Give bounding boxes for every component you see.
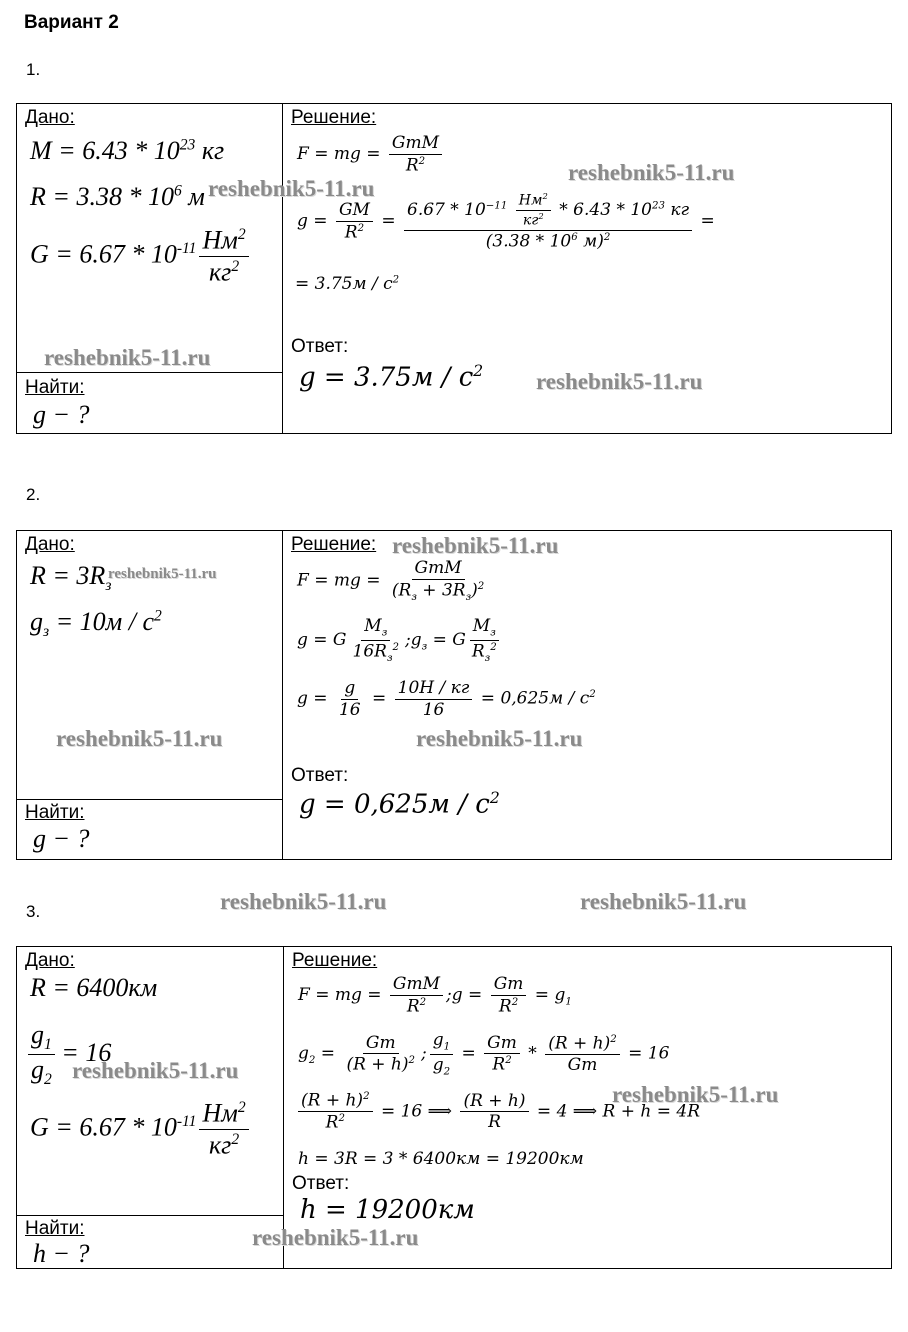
given-label: Дано: (25, 107, 75, 128)
column-divider (282, 531, 283, 859)
solution-line-3: g = $\frac{g}{16}$ = $\frac{10Н / кг}{16}$ = $0,625м / с^2$ (297, 678, 596, 720)
solution-line-3: $\frac{(R + h)^2}{R^2}$ = 16 ⟹ $\frac{(R + h)}{R}$ = 4 ⟹ R + h = 4R (298, 1091, 700, 1133)
watermark: reshebnik5-11.ru (72, 1058, 239, 1083)
watermark: reshebnik5-11.ru (220, 889, 387, 914)
solution-line-2: $g_2$ = $\frac{Gm}{(R + h)^2}$ ; $\frac{g_1}{g_2}$ = $\frac{Gm}{R^2}$ * $\frac{(R + h)^2}{Gm}$ = 16 (298, 1030, 670, 1077)
watermark: reshebnik5-11.ru (612, 1082, 779, 1107)
problem-3-number: 3. (26, 902, 41, 921)
answer-value: $g = 0,625м / с^2$ (299, 789, 500, 820)
solution-line-1: F = mg = $\frac{\text{GmM}}{R^2}$ ;g = $\frac{Gm}{R^2}$ = $g_1$ (298, 974, 572, 1017)
problem-1-table (16, 103, 892, 434)
column-divider (283, 947, 284, 1268)
answer-value: h = 19200км (300, 1195, 475, 1225)
answer-label: Ответ: (291, 765, 349, 786)
given-radius: R = 6400км (30, 973, 158, 1002)
watermark: reshebnik5-11.ru (392, 533, 559, 558)
problem-2-table (16, 530, 892, 860)
given-radius: $R = 3R_з$ (30, 561, 112, 595)
solution-label: Решение: (291, 534, 377, 555)
watermark: reshebnik5-11.ru (536, 369, 703, 394)
watermark: reshebnik5-11.ru (580, 889, 747, 914)
solution-line-2: g = G $\frac{M_з}{16R_з^2}$ $;g_з = G$ $\frac{M_з}{R_з^2}$ (297, 617, 503, 664)
problem-3-table (16, 946, 892, 1269)
watermark: reshebnik5-11.ru (252, 1225, 419, 1250)
solution-line-3: = $3.75м / с^2$ (295, 274, 400, 294)
solution-line-2: g = $\frac{GM}{R^2}$ = $6.67 * 10^{-11}$ $\frac{Нм^2}{кг^2}$ * $6.43 * 10^{23}$ кг ($3.38 * 10^6$ м)$^2$ = (297, 191, 715, 252)
watermark: reshebnik5-11.ru (44, 345, 211, 370)
watermark: reshebnik5-11.ru (56, 726, 223, 751)
problem-1-number: 1. (26, 60, 41, 79)
given-label: Дано: (25, 534, 75, 555)
given-mass: $M = 6.43 * 10^{23}$ кг (30, 136, 225, 165)
given-gravity: $g_з = 10м / с^2$ (30, 607, 162, 641)
solution-line-1: F = mg = $\frac{\text{GmM}}{(R_з + 3R_з)^2}$ (297, 558, 485, 603)
answer-value: $g = 3.75м / с^2$ (299, 362, 484, 393)
solution-line-1: F = mg = $\frac{\text{GmM}}{R^2}$ (297, 134, 445, 175)
answer-label: Ответ: (291, 336, 349, 357)
given-ratio: $\frac{g_1}{g_2}$ = 16 (28, 1021, 111, 1089)
problem-2-number: 2. (26, 485, 41, 504)
find-label: Найти: (25, 377, 85, 398)
given-label: Дано: (25, 950, 75, 971)
given-grav-constant: $G = 6.67 * 10^{-11}$ $\frac{Нм^2}{кг^2}$ (30, 1099, 252, 1161)
solution-line-4: h = 3R = 3 * 6400км = 19200км (298, 1149, 584, 1169)
watermark: reshebnik5-11.ru (108, 566, 217, 582)
page-title: Вариант 2 (24, 12, 119, 33)
find-value: g − ? (33, 400, 90, 429)
given-find-divider (17, 372, 282, 373)
watermark: reshebnik5-11.ru (416, 726, 583, 751)
column-divider (282, 104, 283, 433)
given-radius: $R = 3.38 * 10^6$ м (30, 182, 205, 211)
find-label: Найти: (25, 1218, 85, 1239)
find-value: g − ? (33, 824, 90, 853)
given-find-divider (17, 1215, 283, 1216)
given-grav-constant: $G = 6.67 * 10^{-11}$ $\frac{Нм^2}{кг^2}$ (30, 226, 252, 288)
watermark: reshebnik5-11.ru (568, 160, 735, 185)
solution-label: Решение: (292, 950, 378, 971)
solution-label: Решение: (291, 107, 377, 128)
watermark: reshebnik5-11.ru (208, 176, 375, 201)
answer-label: Ответ: (292, 1173, 350, 1194)
given-find-divider (17, 799, 282, 800)
find-value: h − ? (33, 1239, 90, 1268)
find-label: Найти: (25, 802, 85, 823)
